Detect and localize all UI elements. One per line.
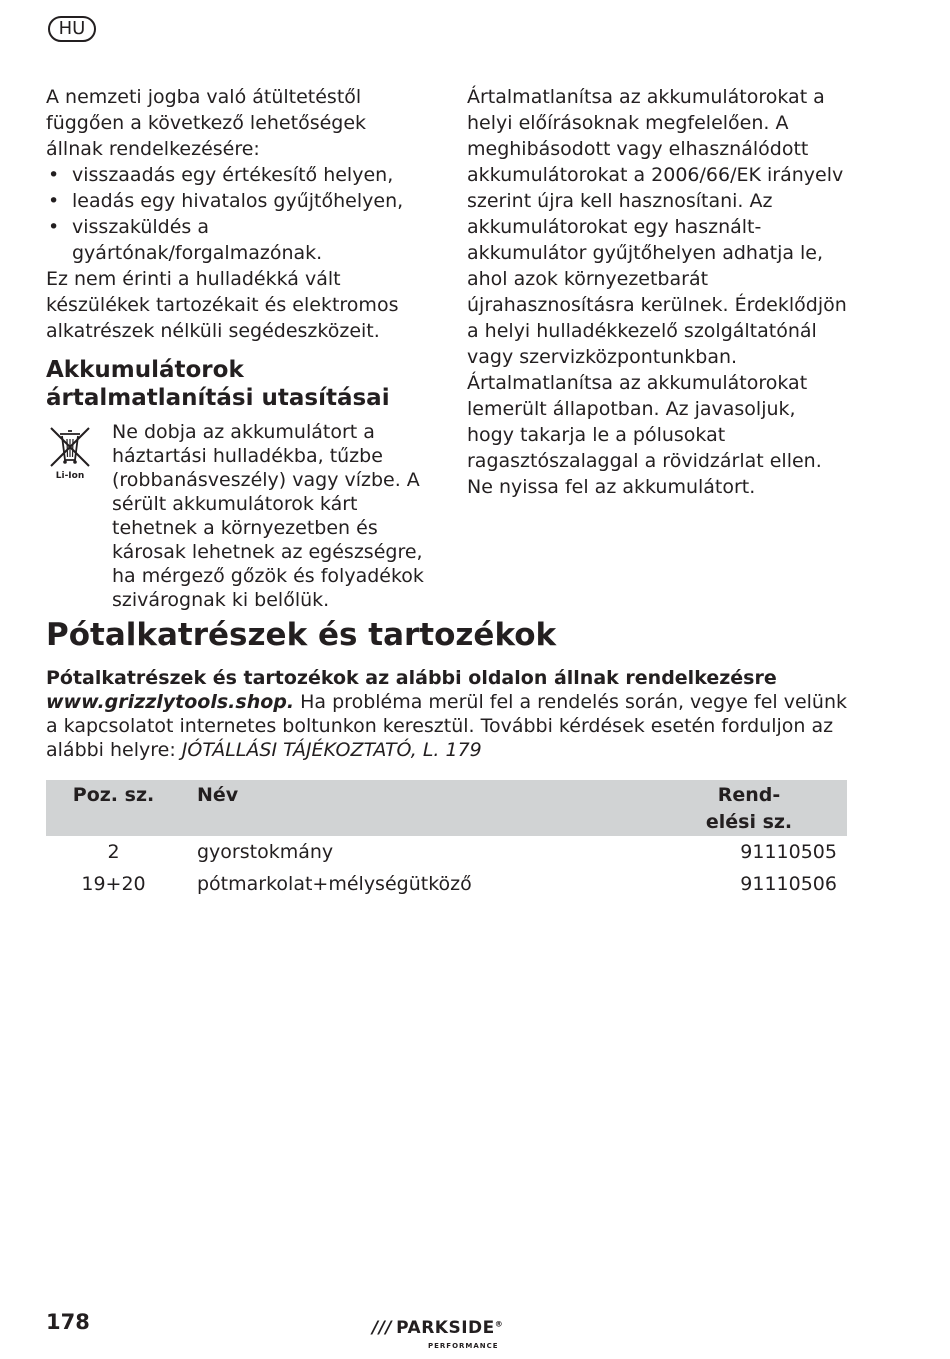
battery-warning [46,420,424,612]
brand-wordmark [372,1318,503,1338]
battery-recycling-text: Ártalmatlanítsa az akkumulátorokat a helyi előírásoknak megfelelően. A meghibásodott vagy elhasználódott akkumulátorokat a 2006/66/EK irányelv szerint újra kell hasznosítani. Az akkumulátorokat egy használt-akkumulátor gyűjtőhelyen adhatja le, ahol azok környezetbarát újrahasznosításra kerülnek. Érdeklődjön a helyi hulladékkezelő szolgáltatónál vagy szervizközpontunkban. Ártalmatlanítsa az akkumulátorokat lemerült állapotban. Az javasoljuk, hogy takarja le a pólusokat ragasztószalaggal a rövidzárlat ellen. Ne nyissa fel az akkumulátort. [467,86,847,498]
warranty-reference: JÓTÁLLÁSI TÁJÉKOZTATÓ, L. 179 [181,739,482,761]
page-number: 178 [46,1310,90,1334]
brand-name: PARKSIDE [396,1318,495,1338]
spare-parts-intro-text: Ha probléma merül fel a rendelés során, vegye fel velünk a kapcsolatot internetes boltunkon keresztül. További kérdések esetén forduljon az alábbi helyre: [46,691,848,761]
disposal-options-list [46,162,424,266]
left-column [46,84,424,612]
table-header-row [46,780,847,836]
registered-mark: ® [494,1319,504,1329]
cell-pos: 2 [107,841,120,863]
header-order-line1: Rend- [717,784,781,806]
battery-disposal-heading: Akkumulátorok ártalmatlanítási utasításai [46,357,390,411]
crossed-bin-li-ion-icon [46,424,96,482]
spare-parts-table [46,780,847,900]
table-row [46,868,847,900]
brand-subline: PERFORMANCE [428,1342,499,1350]
header-name: Név [181,780,659,836]
cell-name: gyorstokmány [197,841,334,863]
list-item: • visszaadás egy értékesítő helyen, [46,162,424,188]
spare-parts-intro [46,666,856,762]
cell-pos: 19+20 [81,873,146,895]
cell-order-number: 91110506 [740,873,837,895]
right-column [467,84,847,500]
cell-name: pótmarkolat+mélységütköző [197,873,472,895]
table-row [46,836,847,868]
header-order-line2: elési sz. [705,811,793,833]
li-ion-label: Li-Ion [55,471,85,481]
disposal-options-intro: A nemzeti jogba való átültetéstől függően a következő lehetőségek állnak rendelkezésére: [46,86,367,160]
list-item: • leadás egy hivatalos gyűjtőhelyen, [46,188,424,214]
cell-order-number: 91110505 [740,841,837,863]
spare-parts-title: Pótalkatrészek és tartozékok [46,617,557,653]
spare-parts-intro-bold: Pótalkatrészek és tartozékok az alábbi oldalon állnak rendelkezésre [46,667,777,689]
accessories-note: Ez nem érinti a hulladékká vált készülékek tartozékait és elektromos alkatrészek nélküli segédeszközeit. [46,268,399,342]
parkside-logo [372,1318,532,1354]
shop-link[interactable]: www.grizzlytools.shop. [46,691,295,713]
header-order-number [659,780,847,836]
brand-stripes-icon: /// [372,1318,393,1338]
language-badge: HU [48,16,96,42]
battery-warning-text: Ne dobja az akkumulátort a háztartási hulladékba, tűzbe (robbanásveszély) vagy vízbe. A sérült akkumulátorok kárt tehetnek a környezetben és károsak lehetnek az egészségre, ha mérgező gőzök és folyadékok szivárognak ki belőlük. [112,421,424,611]
list-item: • visszaküldés a gyártónak/forgalmazónak. [46,214,424,266]
header-pos: Poz. sz. [46,780,181,836]
